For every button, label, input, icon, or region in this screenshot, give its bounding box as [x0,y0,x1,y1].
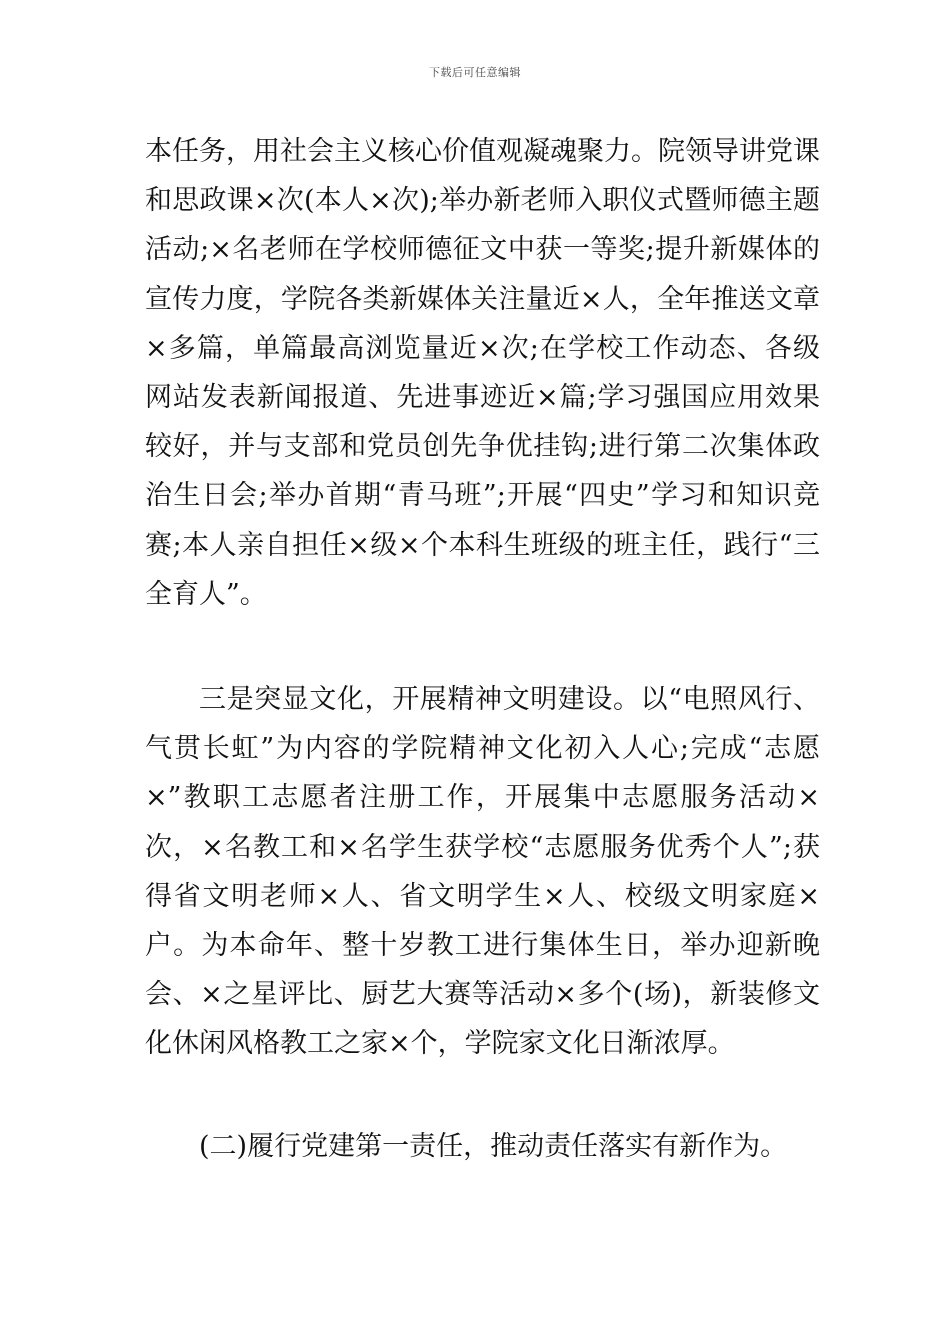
body-paragraph-1: 本任务，用社会主义核心价值观凝魂聚力。院领导讲党课和思政课×次(本人×次);举办新老师入职仪式暨师德主题活动;×名老师在学校师德征文中获一等奖;提升新媒体的宣传力度，学院各类新媒体关注量近×人，全年推送文章×多篇，单篇最高浏览量近×次;在学校工作动态、各级网站发表新闻报道、先进事迹近×篇;学习强国应用效果较好，并与支部和党员创先争优挂钩;进行第二次集体政治生日会;举办首期“青马班”;开展“四史”学习和知识竞赛;本人亲自担任×级×个本科生班级的班主任，践行“三全育人”。 [145,136,820,610]
header-note: 下载后可任意编辑 [429,66,521,79]
section-heading-2: (二)履行党建第一责任，推动责任落实有新作为。 [199,1131,788,1162]
body-paragraph-2: 三是突显文化，开展精神文明建设。以“电照风行、气贯长虹”为内容的学院精神文化初入人心;完成“志愿×”教职工志愿者注册工作，开展集中志愿服务活动×次，×名教工和×名学生获学校“志愿服务优秀个人”;获得省文明老师×人、省文明学生×人、校级文明家庭×户。为本命年、整十岁教工进行集体生日，举办迎新晚会、×之星评比、厨艺大赛等活动×多个(场)，新装修文化休闲风格教工之家×个，学院家文化日渐浓厚。 [145,684,820,1060]
